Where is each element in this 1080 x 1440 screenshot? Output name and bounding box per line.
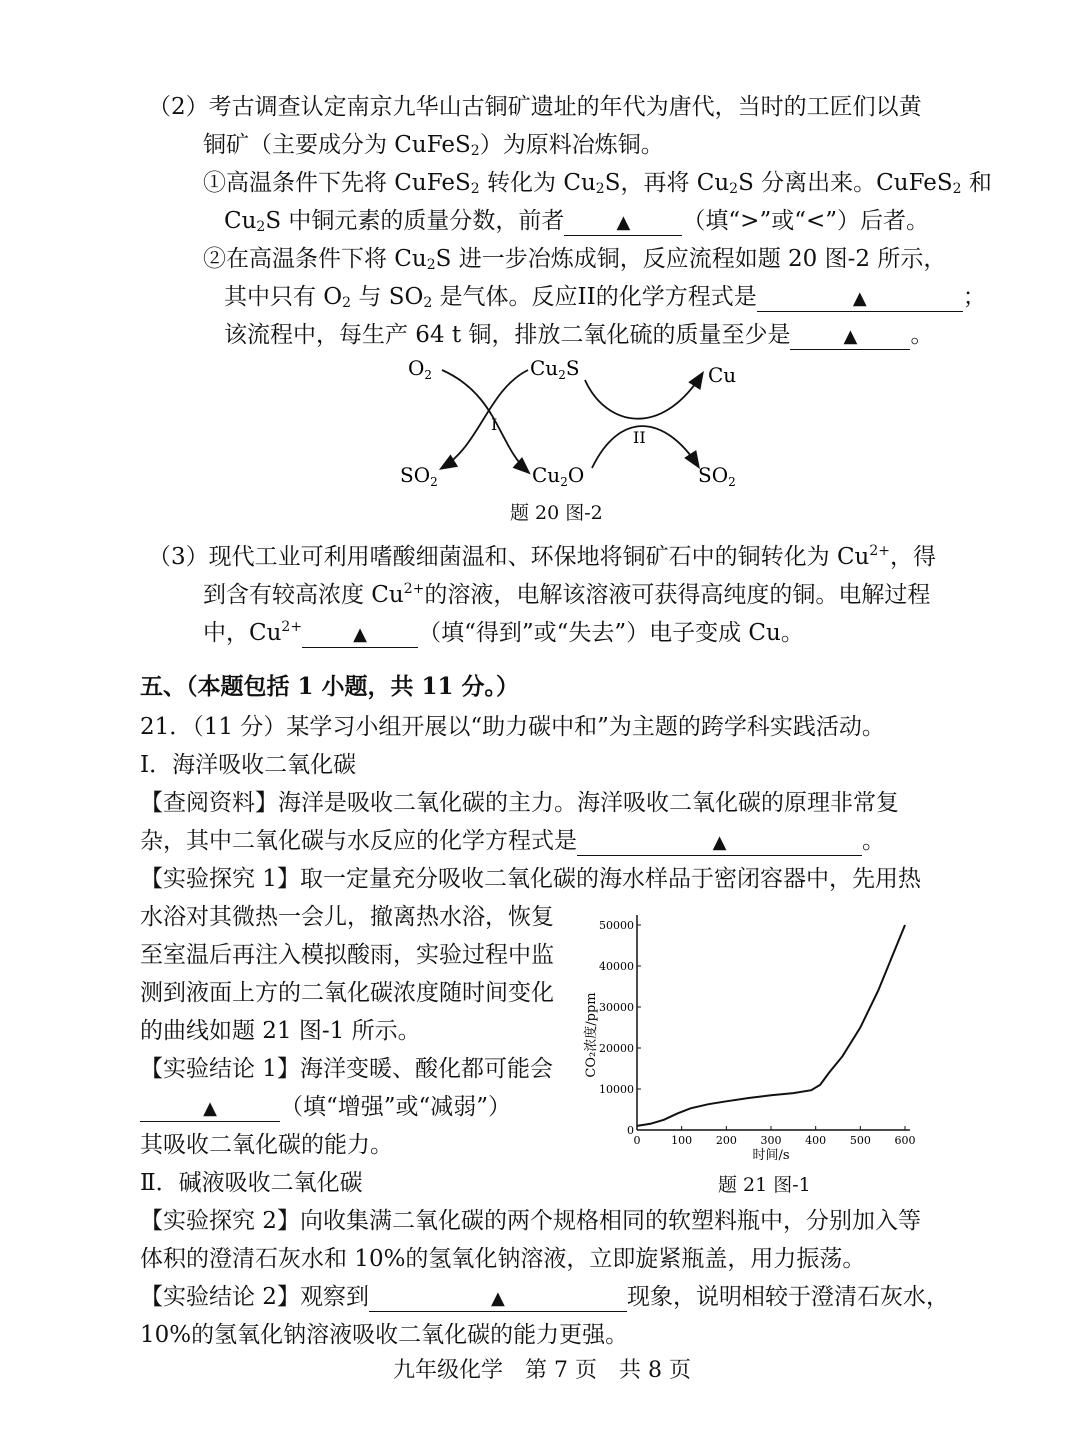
answer-blank[interactable]: ▲	[577, 829, 862, 856]
section-heading: 五、（本题包括 1 小题，共 11 分。）	[140, 673, 520, 700]
exp1-line3: 至室温后再注入模拟酸雨，实验过程中监	[140, 942, 554, 968]
y-tick-label: 20000	[599, 1042, 634, 1055]
answer-blank[interactable]: ▲	[564, 209, 682, 236]
so2-right-label: $SO_2$	[698, 463, 736, 489]
reaction-II-label: II	[633, 428, 646, 447]
co2-curve	[637, 925, 905, 1126]
q2-line1: （2）考古调查认定南京九华山古铜矿遗址的年代为唐代，当时的工匠们以黄	[148, 94, 922, 120]
x-tick-label: 600	[894, 1134, 916, 1147]
exp1-line5: 的曲线如题 21 图-1 所示。	[140, 1018, 421, 1044]
page-footer: 九年级化学 第 7 页 共 8 页	[393, 1358, 691, 1383]
q2-part2-line1: ②在高温条件下将 $Cu_2S$ 进一步冶炼成铜，反应流程如题 20 图-2 所示，	[203, 246, 947, 273]
x-tick-label: 100	[671, 1134, 693, 1147]
chart-caption: 题 21 图-1	[718, 1174, 811, 1196]
con1-line3: 其吸收二氧化碳的能力。	[140, 1132, 393, 1158]
x-tick-label: 300	[760, 1134, 782, 1147]
info-line1: 【查阅资料】海洋是吸收二氧化碳的主力。海洋吸收二氧化碳的原理非常复	[140, 790, 899, 816]
x-tick-label: 0	[633, 1134, 641, 1147]
diagram-caption: 题 20 图-2	[510, 502, 603, 524]
part2-heading: Ⅱ．碱液吸收二氧化碳	[140, 1170, 363, 1196]
x-tick-label: 500	[849, 1134, 871, 1147]
answer-blank[interactable]: ▲	[790, 323, 910, 350]
cu2o-label: $Cu_2O$	[532, 463, 585, 489]
exp2-line2: 体积的澄清石灰水和 10%的氢氧化钠溶液，立即旋紧瓶盖，用力振荡。	[140, 1246, 866, 1272]
answer-blank[interactable]: ▲	[369, 1285, 627, 1312]
q2-part1-line1: ①高温条件下先将 CuFeS$_2$ 转化为 $Cu_2S$，再将 $Cu_2S$ 分离出来。CuFeS$_2$ 和	[203, 170, 992, 197]
cu-label: Cu	[708, 363, 737, 387]
info-line2: 杂，其中二氧化碳与水反应的化学方程式是 ▲ 。	[140, 828, 885, 854]
arrow-o2-to-cu2o	[442, 370, 528, 472]
exp2-line1: 【实验探究 2】向收集满二氧化碳的两个规格相同的软塑料瓶中，分别加入等	[140, 1208, 921, 1234]
exp1-line4: 测到液面上方的二氧化碳浓度随时间变化	[140, 980, 554, 1006]
y-axis-label: CO₂浓度/ppm	[584, 992, 599, 1078]
y-tick-label: 50000	[599, 919, 634, 932]
answer-blank[interactable]: ▲	[757, 285, 963, 312]
answer-blank[interactable]: ▲	[140, 1095, 280, 1122]
x-axis-label: 时间/s	[752, 1148, 790, 1163]
part1-heading: Ⅰ．海洋吸收二氧化碳	[140, 752, 357, 778]
reaction-I-label: I	[491, 415, 498, 434]
con2-line2: 10%的氢氧化钠溶液吸收二氧化碳的能力更强。	[140, 1322, 629, 1348]
q2-part2-line3: 该流程中，每生产 64 t 铜，排放二氧化硫的质量至少是 ▲ 。	[224, 322, 934, 348]
y-tick-label: 0	[627, 1124, 634, 1137]
con2-line1: 【实验结论 2】观察到 ▲ 现象，说明相较于澄清石灰水，	[140, 1284, 949, 1310]
exp1-line2: 水浴对其微热一会儿，撤离热水浴，恢复	[140, 904, 554, 930]
cu2s-label: $Cu_2S$	[530, 356, 580, 382]
o2-label: $O_2$	[408, 356, 433, 382]
so2-left-label: $SO_2$	[400, 463, 438, 489]
y-tick-label: 40000	[599, 960, 634, 973]
con1-line1: 【实验结论 1】海洋变暖、酸化都可能会	[140, 1056, 553, 1082]
reaction-flow-diagram	[380, 350, 760, 500]
con1-line2: ▲ （填“增强”或“减弱”）	[140, 1092, 511, 1122]
y-tick-label: 10000	[599, 1083, 634, 1096]
answer-blank[interactable]: ▲	[302, 621, 418, 648]
q2-part1-line2: $Cu_2S$ 中铜元素的质量分数，前者 ▲ （填“>”或“<”）后者。	[224, 208, 929, 235]
q3-line3: 中，$Cu^{2+}$ ▲ （填“得到”或“失去”）电子变成 Cu。	[203, 619, 804, 646]
q2-part2-line2: 其中只有 $O_2$ 与 $SO_2$ 是气体。反应II的化学方程式是 ▲ ；	[224, 284, 986, 311]
q3-line2: 到含有较高浓度 $Cu^{2+}$的溶液，电解该溶液可获得高纯度的铜。电解过程	[203, 581, 931, 608]
x-tick-label: 200	[715, 1134, 737, 1147]
y-tick-label: 30000	[599, 1001, 634, 1014]
co2-concentration-chart	[575, 895, 925, 1165]
q2-line2: 铜矿（主要成分为 CuFeS$_2$）为原料冶炼铜。	[203, 132, 664, 159]
q21-line: 21．（11 分）某学习小组开展以“助力碳中和”为主题的跨学科实践活动。	[140, 714, 885, 740]
arrow-cu2o-to-cu	[585, 374, 702, 419]
arrow-cu2s-to-so2	[442, 370, 528, 468]
q3-line1: （3）现代工业可利用嗜酸细菌温和、环保地将铜矿石中的铜转化为 $Cu^{2+}$，得	[148, 543, 936, 570]
exp1-line1: 【实验探究 1】取一定量充分吸收二氧化碳的海水样品于密闭容器中，先用热	[140, 866, 921, 892]
x-tick-label: 400	[805, 1134, 827, 1147]
